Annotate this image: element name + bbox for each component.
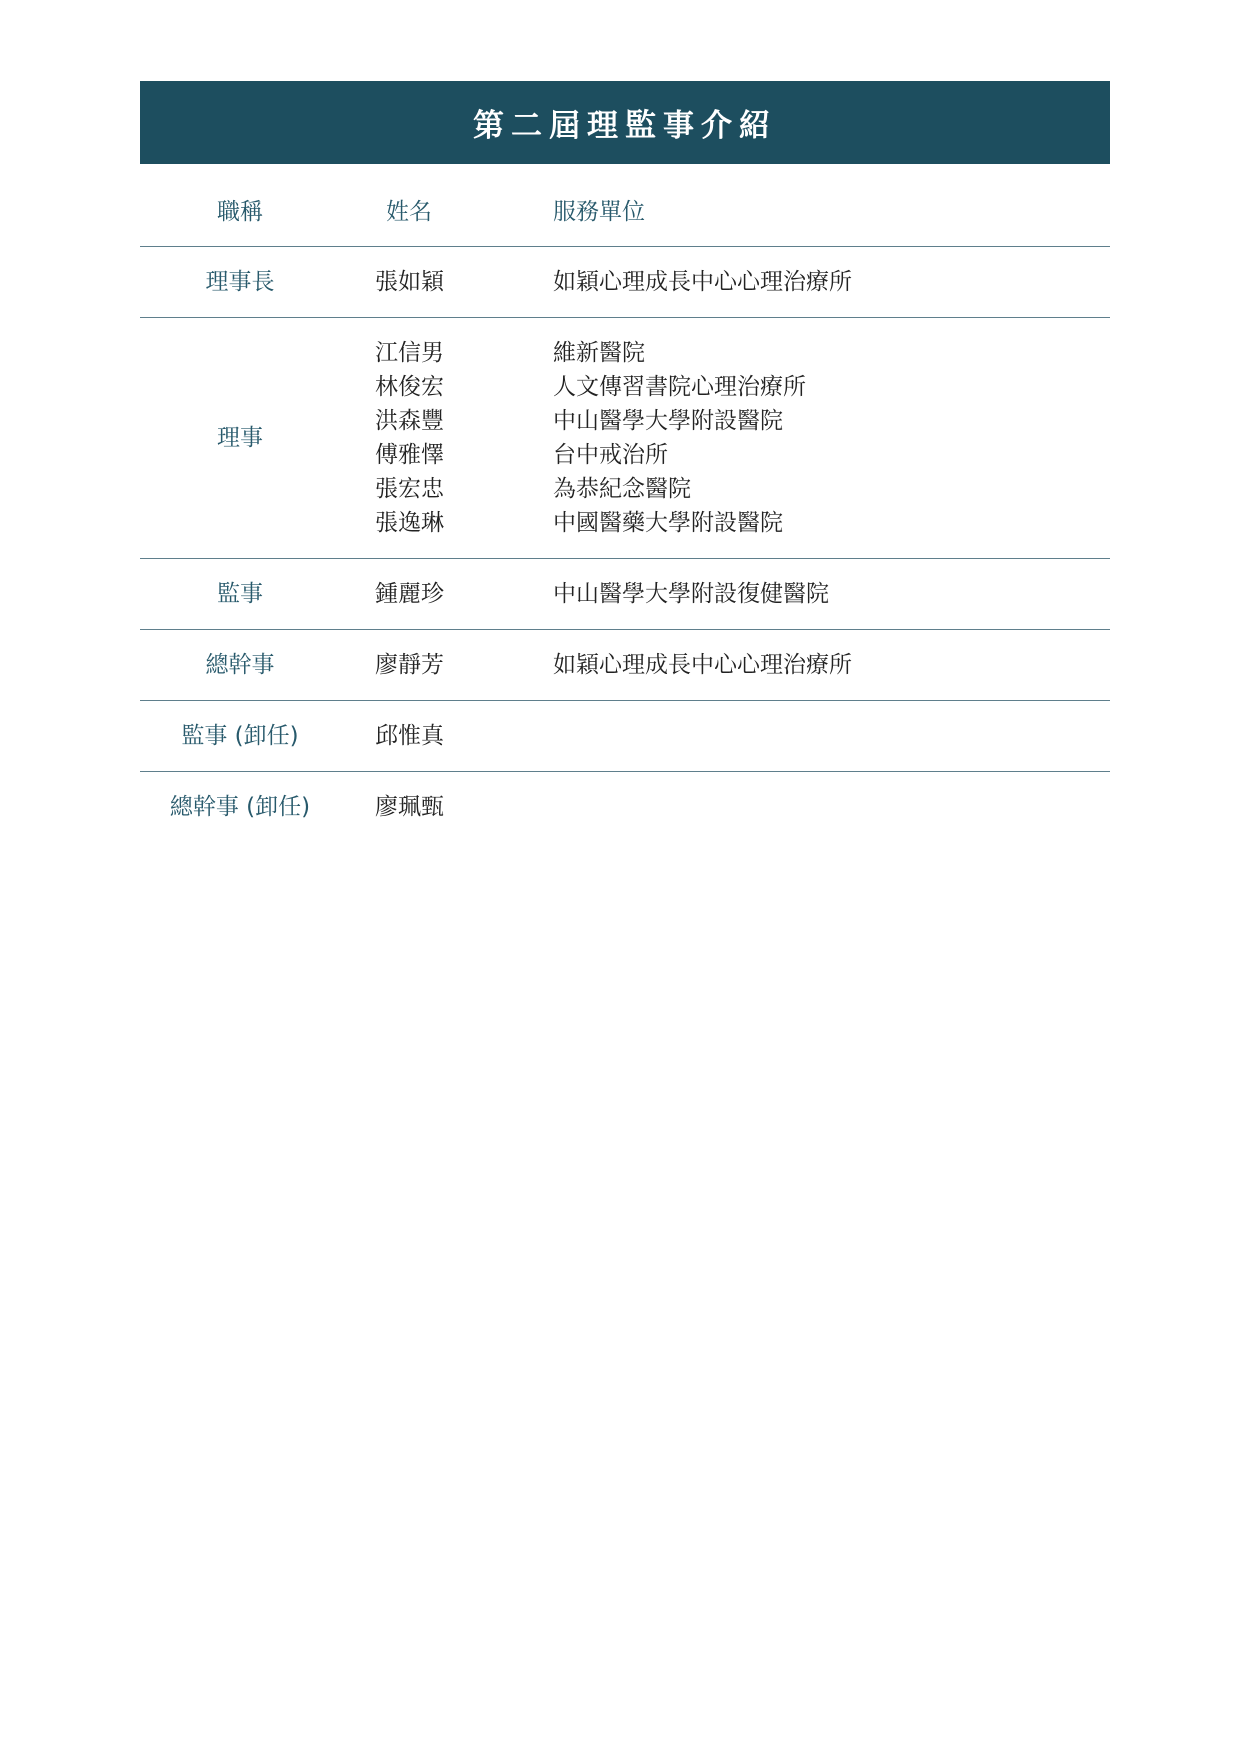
member-unit: 中山醫學大學附設復健醫院 [553, 581, 829, 607]
position-title: 總幹事 [205, 652, 275, 678]
member-unit: 如穎心理成長中心心理治療所 [553, 652, 852, 678]
member-name: 張宏忠 [375, 476, 444, 502]
table-row-chairman [140, 247, 1110, 318]
member-unit: 人文傳習書院心理治療所 [553, 374, 806, 400]
table-row-secretary-general [140, 630, 1110, 701]
member-unit: 中山醫學大學附設醫院 [553, 408, 783, 434]
table-row-directors [140, 318, 1110, 559]
member-name: 邱惟真 [375, 723, 444, 749]
member-name: 張如穎 [375, 269, 444, 295]
member-name: 傅雅懌 [375, 442, 444, 468]
title-banner [140, 81, 1110, 164]
member-unit: 台中戒治所 [553, 442, 668, 468]
member-unit: 維新醫院 [553, 340, 645, 366]
director-units-list [553, 336, 806, 540]
member-name: 廖靜芳 [375, 652, 444, 678]
member-name: 江信男 [375, 340, 444, 366]
position-title: 理事 [217, 425, 263, 451]
member-unit: 如穎心理成長中心心理治療所 [553, 269, 852, 295]
director-names-list [375, 336, 444, 540]
position-title: 監事 (卸任) [181, 723, 299, 749]
table-header [140, 178, 1110, 247]
column-header-title: 職稱 [217, 199, 263, 225]
position-title: 監事 [217, 581, 263, 607]
table-row-former-secretary-general [140, 772, 1110, 842]
member-name: 鍾麗珍 [375, 581, 444, 607]
member-name: 張逸琳 [375, 510, 444, 536]
member-name: 廖珮甄 [375, 794, 444, 820]
member-unit: 中國醫藥大學附設醫院 [553, 510, 783, 536]
column-header-name: 姓名 [386, 199, 432, 225]
member-name: 林俊宏 [375, 374, 444, 400]
member-unit: 為恭紀念醫院 [553, 476, 691, 502]
member-name: 洪森豐 [375, 408, 444, 434]
column-header-unit: 服務單位 [553, 199, 645, 225]
position-title: 理事長 [205, 269, 275, 295]
table-row-former-supervisor [140, 701, 1110, 772]
board-members-table [140, 178, 1110, 842]
page-title: 第二屆理監事介紹 [473, 108, 777, 144]
table-row-supervisor [140, 559, 1110, 630]
position-title: 總幹事 (卸任) [169, 794, 311, 820]
